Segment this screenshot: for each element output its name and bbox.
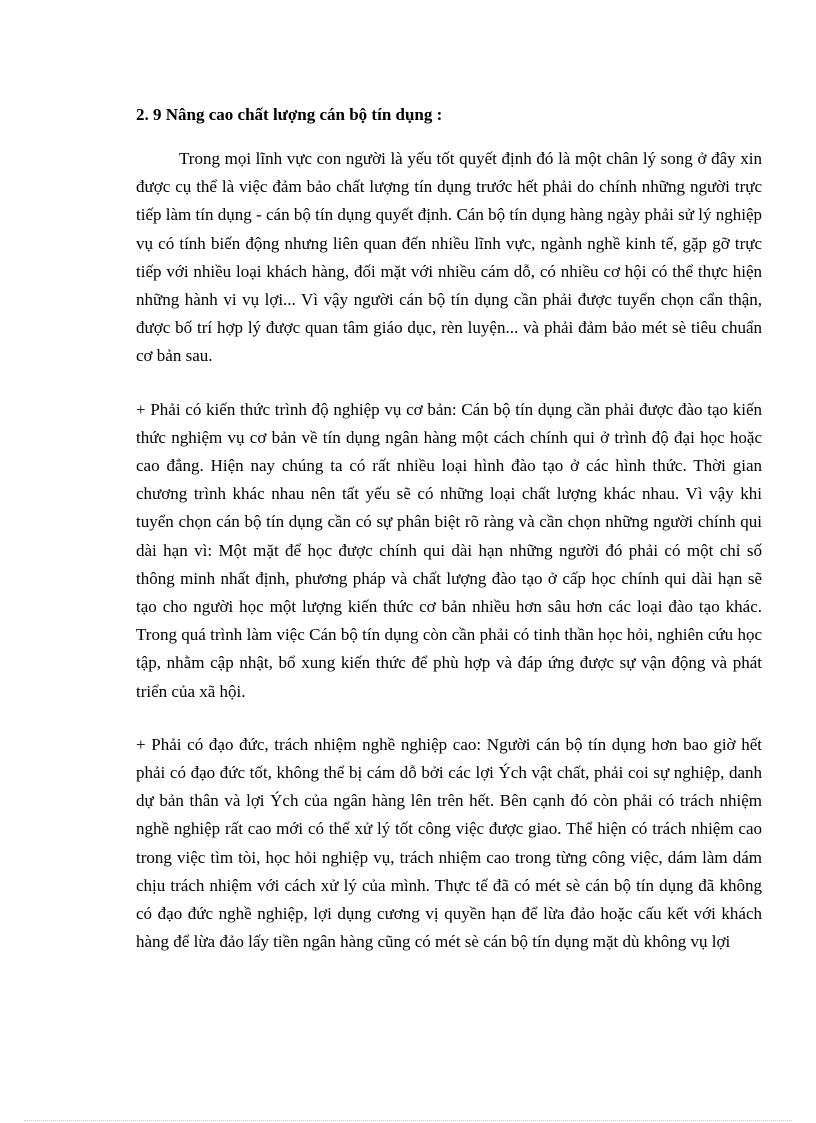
- page-bottom-divider: [24, 1120, 792, 1121]
- paragraph-intro: Trong mọi lĩnh vực con người là yếu tốt quyết định đó là một chân lý song ở đây xin được cụ thể là việc đảm bảo chất lượng tín dụng trước hết phải do chính những người trực tiếp làm tín dụng - cán bộ tín dụng quyết định. Cán bộ tín dụng hàng ngày phải sử lý nghiệp vụ có tính biến động nhưng liên quan đến nhiều lĩnh vực, ngành nghề kinh tế, gặp gỡ trực tiếp với nhiều loại khách hàng, đối mặt với nhiều cám dỗ, có nhiều cơ hội có thể thực hiện những hành vi vụ lợi... Vì vậy người cán bộ tín dụng cần phải được tuyển chọn cẩn thận, được bố trí hợp lý được quan tâm giáo dục, rèn luyện... và phải đảm bảo mét sè tiêu chuẩn cơ bản sau.: [136, 149, 762, 366]
- section-heading: 2. 9 Nâng cao chất lượng cán bộ tín dụng :: [136, 105, 443, 124]
- document-page: [136, 100, 762, 981]
- paragraph-ethics: + Phải có đạo đức, trách nhiệm nghề nghiệp cao: Người cán bộ tín dụng hơn bao giờ hết phải có đạo đức tốt, không thể bị cám dỗ bởi các lợi Ých vật chất, phải coi sự nghiệp, danh dự bản thân và lợi Ých của ngân hàng lên trên hết. Bên cạnh đó còn phải có trách nhiệm nghề nghiệp rất cao mới có thể xử lý tốt công việc được giao. Thể hiện có trách nhiệm cao trong việc tìm tòi, học hỏi nghiệp vụ, trách nhiệm cao trong từng công việc, dám làm dám chịu trách nhiệm với cách xử lý của mình. Thực tế đã có mét sè cán bộ tín dụng đã không có đạo đức nghề nghiệp, lợi dụng cương vị quyền hạn để lừa đảo hoặc cấu kết với khách hàng để lừa đảo lấy tiền ngân hàng cũng có mét sè cán bộ tín dụng mặt dù không vụ lợi: [136, 734, 762, 952]
- paragraph-knowledge: + Phải có kiến thức trình độ nghiệp vụ cơ bản: Cán bộ tín dụng cần phải được đào tạo kiến thức nghiệm vụ cơ bản về tín dụng ngân hàng một cách chính qui ở trình độ đại học hoặc cao đẳng. Hiện nay chúng ta có rất nhiều loại hình đào tạo ở các hình thức. Thời gian chương trình khác nhau nên tất yếu sẽ có những loại chất lượng khác nhau. Vì vậy khi tuyển chọn cán bộ tín dụng cần có sự phân biệt rõ ràng và cần chọn những người chính qui dài hạn vì: Một mặt để học được chính qui dài hạn những người đó phải có một chỉ số thông minh nhất định, phương pháp và chất lượng đào tạo ở cấp học chính qui dài hạn sẽ tạo cho người học một lượng kiến thức cơ bản nhiều hơn sâu hơn các loại đào tạo khác. Trong quá trình làm việc Cán bộ tín dụng còn cần phải có tinh thần học hỏi, nghiên cứu học tập, nhằm cập nhật, bổ xung kiến thức để phù hợp và đáp ứng được sự vận động và phát triển của xã hội.: [136, 399, 762, 701]
